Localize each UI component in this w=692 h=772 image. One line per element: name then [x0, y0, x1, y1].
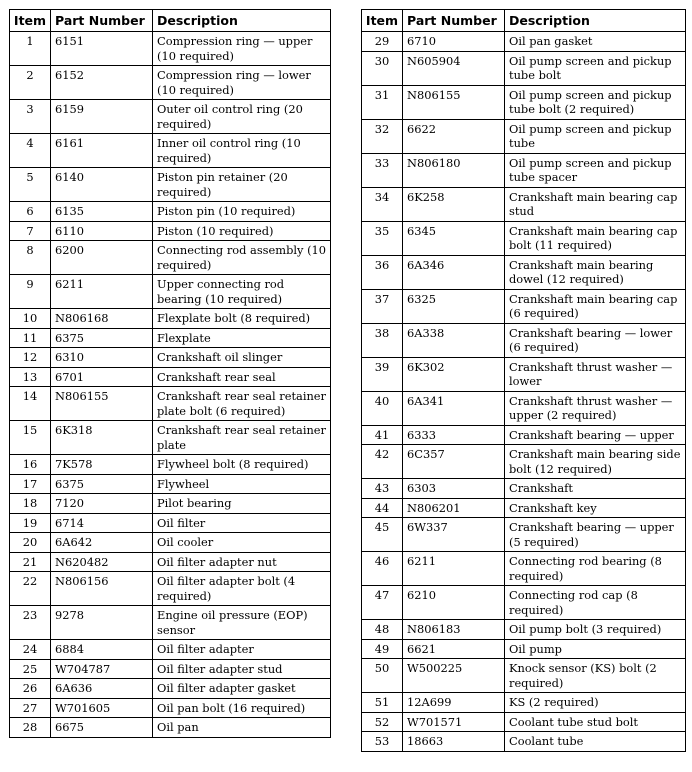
cell-part-number: 6375 — [51, 328, 153, 348]
cell-description: Piston pin retainer (20 required) — [153, 168, 331, 202]
cell-item: 37 — [362, 289, 403, 323]
table-header-row — [10, 10, 331, 32]
cell-description: Crankshaft thrust washer — upper (2 required) — [505, 391, 686, 425]
table-row — [362, 479, 686, 499]
parts-table-left — [9, 9, 331, 738]
cell-description: Oil filter adapter gasket — [153, 679, 331, 699]
table-row — [10, 533, 331, 553]
cell-description: Upper connecting rod bearing (10 required) — [153, 275, 331, 309]
cell-description: Flexplate bolt (8 required) — [153, 309, 331, 329]
table-row — [10, 168, 331, 202]
cell-description: Crankshaft bearing — lower (6 required) — [505, 323, 686, 357]
table-row — [362, 153, 686, 187]
table-row — [362, 85, 686, 119]
cell-item: 6 — [10, 202, 51, 222]
cell-item: 36 — [362, 255, 403, 289]
table-row — [362, 357, 686, 391]
table-row — [362, 693, 686, 713]
cell-description: Oil filter adapter bolt (4 required) — [153, 572, 331, 606]
cell-description: Inner oil control ring (10 required) — [153, 134, 331, 168]
table-row — [10, 494, 331, 514]
cell-description: Engine oil pressure (EOP) sensor — [153, 606, 331, 640]
table-header-row — [362, 10, 686, 32]
cell-item: 35 — [362, 221, 403, 255]
cell-item: 40 — [362, 391, 403, 425]
cell-part-number: 9278 — [51, 606, 153, 640]
cell-item: 32 — [362, 119, 403, 153]
cell-description: Oil pump screen and pickup tube — [505, 119, 686, 153]
cell-item: 3 — [10, 100, 51, 134]
cell-description: Oil pump screen and pickup tube bolt — [505, 51, 686, 85]
table-row — [362, 187, 686, 221]
cell-description: Crankshaft bearing — upper — [505, 425, 686, 445]
cell-part-number: 6310 — [51, 348, 153, 368]
cell-part-number: 6135 — [51, 202, 153, 222]
cell-description: Connecting rod assembly (10 required) — [153, 241, 331, 275]
cell-part-number: 6A341 — [403, 391, 505, 425]
cell-part-number: W701605 — [51, 698, 153, 718]
table-row — [10, 32, 331, 66]
cell-item: 13 — [10, 367, 51, 387]
cell-item: 11 — [10, 328, 51, 348]
cell-item: 47 — [362, 586, 403, 620]
header-description: Description — [153, 10, 331, 32]
table-row — [362, 498, 686, 518]
cell-item: 48 — [362, 620, 403, 640]
cell-description: Oil pump screen and pickup tube bolt (2 required) — [505, 85, 686, 119]
cell-item: 50 — [362, 659, 403, 693]
table-row — [10, 275, 331, 309]
cell-part-number: 6211 — [51, 275, 153, 309]
cell-item: 45 — [362, 518, 403, 552]
cell-part-number: 6140 — [51, 168, 153, 202]
cell-item: 2 — [10, 66, 51, 100]
cell-part-number: 6375 — [51, 474, 153, 494]
cell-part-number: 6714 — [51, 513, 153, 533]
cell-description: Crankshaft rear seal retainer plate — [153, 421, 331, 455]
cell-part-number: N806201 — [403, 498, 505, 518]
table-row — [10, 718, 331, 738]
table-row — [10, 698, 331, 718]
cell-item: 8 — [10, 241, 51, 275]
cell-part-number: N806156 — [51, 572, 153, 606]
cell-part-number: N806180 — [403, 153, 505, 187]
cell-item: 18 — [10, 494, 51, 514]
table-row — [10, 202, 331, 222]
cell-item: 19 — [10, 513, 51, 533]
table-body-left — [10, 32, 331, 738]
table-row — [10, 572, 331, 606]
header-part-number: Part Number — [51, 10, 153, 32]
cell-item: 16 — [10, 455, 51, 475]
cell-description: Outer oil control ring (20 required) — [153, 100, 331, 134]
cell-part-number: 6701 — [51, 367, 153, 387]
table-row — [362, 51, 686, 85]
table-row — [10, 455, 331, 475]
table-row — [362, 391, 686, 425]
cell-item: 24 — [10, 640, 51, 660]
cell-part-number: 6A636 — [51, 679, 153, 699]
cell-part-number: 6C357 — [403, 445, 505, 479]
cell-part-number: 6W337 — [403, 518, 505, 552]
cell-description: Piston (10 required) — [153, 221, 331, 241]
table-row — [362, 639, 686, 659]
cell-part-number: W500225 — [403, 659, 505, 693]
cell-item: 27 — [10, 698, 51, 718]
cell-description: Oil pump — [505, 639, 686, 659]
cell-part-number: 6K318 — [51, 421, 153, 455]
header-description: Description — [505, 10, 686, 32]
cell-part-number: 6622 — [403, 119, 505, 153]
cell-description: Flexplate — [153, 328, 331, 348]
table-body-right — [362, 32, 686, 752]
table-row — [10, 134, 331, 168]
cell-item: 43 — [362, 479, 403, 499]
cell-item: 4 — [10, 134, 51, 168]
cell-part-number: 6159 — [51, 100, 153, 134]
cell-item: 17 — [10, 474, 51, 494]
cell-item: 52 — [362, 712, 403, 732]
cell-item: 12 — [10, 348, 51, 368]
cell-description: Oil filter — [153, 513, 331, 533]
cell-item: 34 — [362, 187, 403, 221]
cell-item: 5 — [10, 168, 51, 202]
cell-description: Pilot bearing — [153, 494, 331, 514]
cell-description: Oil pump screen and pickup tube spacer — [505, 153, 686, 187]
table-row — [362, 712, 686, 732]
cell-part-number: 7K578 — [51, 455, 153, 475]
cell-description: Crankshaft bearing — upper (5 required) — [505, 518, 686, 552]
cell-description: Crankshaft thrust washer — lower — [505, 357, 686, 391]
cell-part-number: 6333 — [403, 425, 505, 445]
table-row — [362, 32, 686, 52]
table-row — [362, 659, 686, 693]
header-item: Item — [10, 10, 51, 32]
cell-description: Knock sensor (KS) bolt (2 required) — [505, 659, 686, 693]
cell-item: 30 — [362, 51, 403, 85]
cell-description: Flywheel bolt (8 required) — [153, 455, 331, 475]
table-row — [10, 474, 331, 494]
cell-description: Oil pump bolt (3 required) — [505, 620, 686, 640]
cell-item: 26 — [10, 679, 51, 699]
table-row — [362, 289, 686, 323]
cell-description: Crankshaft — [505, 479, 686, 499]
cell-description: Oil filter adapter — [153, 640, 331, 660]
table-row — [10, 367, 331, 387]
cell-description: Oil filter adapter stud — [153, 659, 331, 679]
cell-part-number: N620482 — [51, 552, 153, 572]
table-row — [362, 586, 686, 620]
cell-item: 9 — [10, 275, 51, 309]
table-row — [10, 348, 331, 368]
cell-part-number: 7120 — [51, 494, 153, 514]
table-row — [362, 518, 686, 552]
cell-item: 42 — [362, 445, 403, 479]
table-row — [10, 328, 331, 348]
cell-part-number: 6211 — [403, 552, 505, 586]
cell-description: Oil pan gasket — [505, 32, 686, 52]
cell-part-number: 6K258 — [403, 187, 505, 221]
cell-description: Oil pan — [153, 718, 331, 738]
cell-part-number: N605904 — [403, 51, 505, 85]
cell-description: Crankshaft main bearing cap (6 required) — [505, 289, 686, 323]
cell-part-number: N806168 — [51, 309, 153, 329]
cell-description: Crankshaft rear seal — [153, 367, 331, 387]
cell-description: Crankshaft oil slinger — [153, 348, 331, 368]
cell-part-number: 6110 — [51, 221, 153, 241]
table-row — [362, 552, 686, 586]
cell-item: 25 — [10, 659, 51, 679]
cell-description: Flywheel — [153, 474, 331, 494]
cell-description: Connecting rod cap (8 required) — [505, 586, 686, 620]
cell-part-number: 12A699 — [403, 693, 505, 713]
table-row — [362, 445, 686, 479]
cell-part-number: 6151 — [51, 32, 153, 66]
table-row — [10, 100, 331, 134]
cell-part-number: 6303 — [403, 479, 505, 499]
cell-part-number: 6621 — [403, 639, 505, 659]
cell-description: Crankshaft main bearing dowel (12 required) — [505, 255, 686, 289]
cell-item: 20 — [10, 533, 51, 553]
cell-description: Oil pan bolt (16 required) — [153, 698, 331, 718]
cell-part-number: 6345 — [403, 221, 505, 255]
cell-part-number: 6A338 — [403, 323, 505, 357]
cell-description: Crankshaft key — [505, 498, 686, 518]
cell-item: 39 — [362, 357, 403, 391]
table-row — [362, 620, 686, 640]
table-row — [10, 513, 331, 533]
cell-part-number: W701571 — [403, 712, 505, 732]
cell-item: 28 — [10, 718, 51, 738]
header-part-number: Part Number — [403, 10, 505, 32]
table-row — [362, 425, 686, 445]
cell-description: Crankshaft main bearing cap bolt (11 required) — [505, 221, 686, 255]
cell-description: Compression ring — lower (10 required) — [153, 66, 331, 100]
cell-item: 15 — [10, 421, 51, 455]
table-row — [10, 679, 331, 699]
cell-part-number: 6210 — [403, 586, 505, 620]
cell-description: Oil filter adapter nut — [153, 552, 331, 572]
table-row — [362, 323, 686, 357]
cell-part-number: 6675 — [51, 718, 153, 738]
cell-item: 21 — [10, 552, 51, 572]
cell-item: 22 — [10, 572, 51, 606]
cell-description: Crankshaft main bearing cap stud — [505, 187, 686, 221]
cell-description: Compression ring — upper (10 required) — [153, 32, 331, 66]
table-row — [10, 241, 331, 275]
cell-item: 23 — [10, 606, 51, 640]
cell-item: 46 — [362, 552, 403, 586]
cell-item: 14 — [10, 387, 51, 421]
cell-description: KS (2 required) — [505, 693, 686, 713]
cell-part-number: N806155 — [51, 387, 153, 421]
cell-description: Crankshaft rear seal retainer plate bolt (6 required) — [153, 387, 331, 421]
table-row — [362, 255, 686, 289]
cell-part-number: 6152 — [51, 66, 153, 100]
table-row — [10, 66, 331, 100]
cell-item: 41 — [362, 425, 403, 445]
cell-item: 51 — [362, 693, 403, 713]
table-row — [362, 119, 686, 153]
cell-item: 10 — [10, 309, 51, 329]
cell-description: Coolant tube — [505, 732, 686, 752]
cell-item: 33 — [362, 153, 403, 187]
cell-part-number: 6710 — [403, 32, 505, 52]
parts-table-right — [361, 9, 686, 752]
cell-item: 38 — [362, 323, 403, 357]
table-row — [10, 640, 331, 660]
cell-item: 1 — [10, 32, 51, 66]
cell-part-number: 6200 — [51, 241, 153, 275]
table-row — [10, 221, 331, 241]
table-row — [10, 387, 331, 421]
cell-item: 49 — [362, 639, 403, 659]
cell-part-number: N806183 — [403, 620, 505, 640]
table-row — [362, 221, 686, 255]
cell-part-number: 6884 — [51, 640, 153, 660]
header-item: Item — [362, 10, 403, 32]
cell-item: 31 — [362, 85, 403, 119]
cell-description: Connecting rod bearing (8 required) — [505, 552, 686, 586]
cell-part-number: 6A346 — [403, 255, 505, 289]
cell-description: Piston pin (10 required) — [153, 202, 331, 222]
cell-description: Coolant tube stud bolt — [505, 712, 686, 732]
table-row — [10, 606, 331, 640]
cell-part-number: N806155 — [403, 85, 505, 119]
cell-part-number: 6325 — [403, 289, 505, 323]
cell-item: 7 — [10, 221, 51, 241]
cell-part-number: 6K302 — [403, 357, 505, 391]
cell-part-number: 6161 — [51, 134, 153, 168]
cell-description: Oil cooler — [153, 533, 331, 553]
table-row — [10, 659, 331, 679]
cell-part-number: W704787 — [51, 659, 153, 679]
cell-part-number: 18663 — [403, 732, 505, 752]
table-row — [10, 552, 331, 572]
cell-description: Crankshaft main bearing side bolt (12 required) — [505, 445, 686, 479]
cell-item: 44 — [362, 498, 403, 518]
table-row — [362, 732, 686, 752]
cell-part-number: 6A642 — [51, 533, 153, 553]
cell-item: 53 — [362, 732, 403, 752]
table-row — [10, 421, 331, 455]
table-row — [10, 309, 331, 329]
cell-item: 29 — [362, 32, 403, 52]
